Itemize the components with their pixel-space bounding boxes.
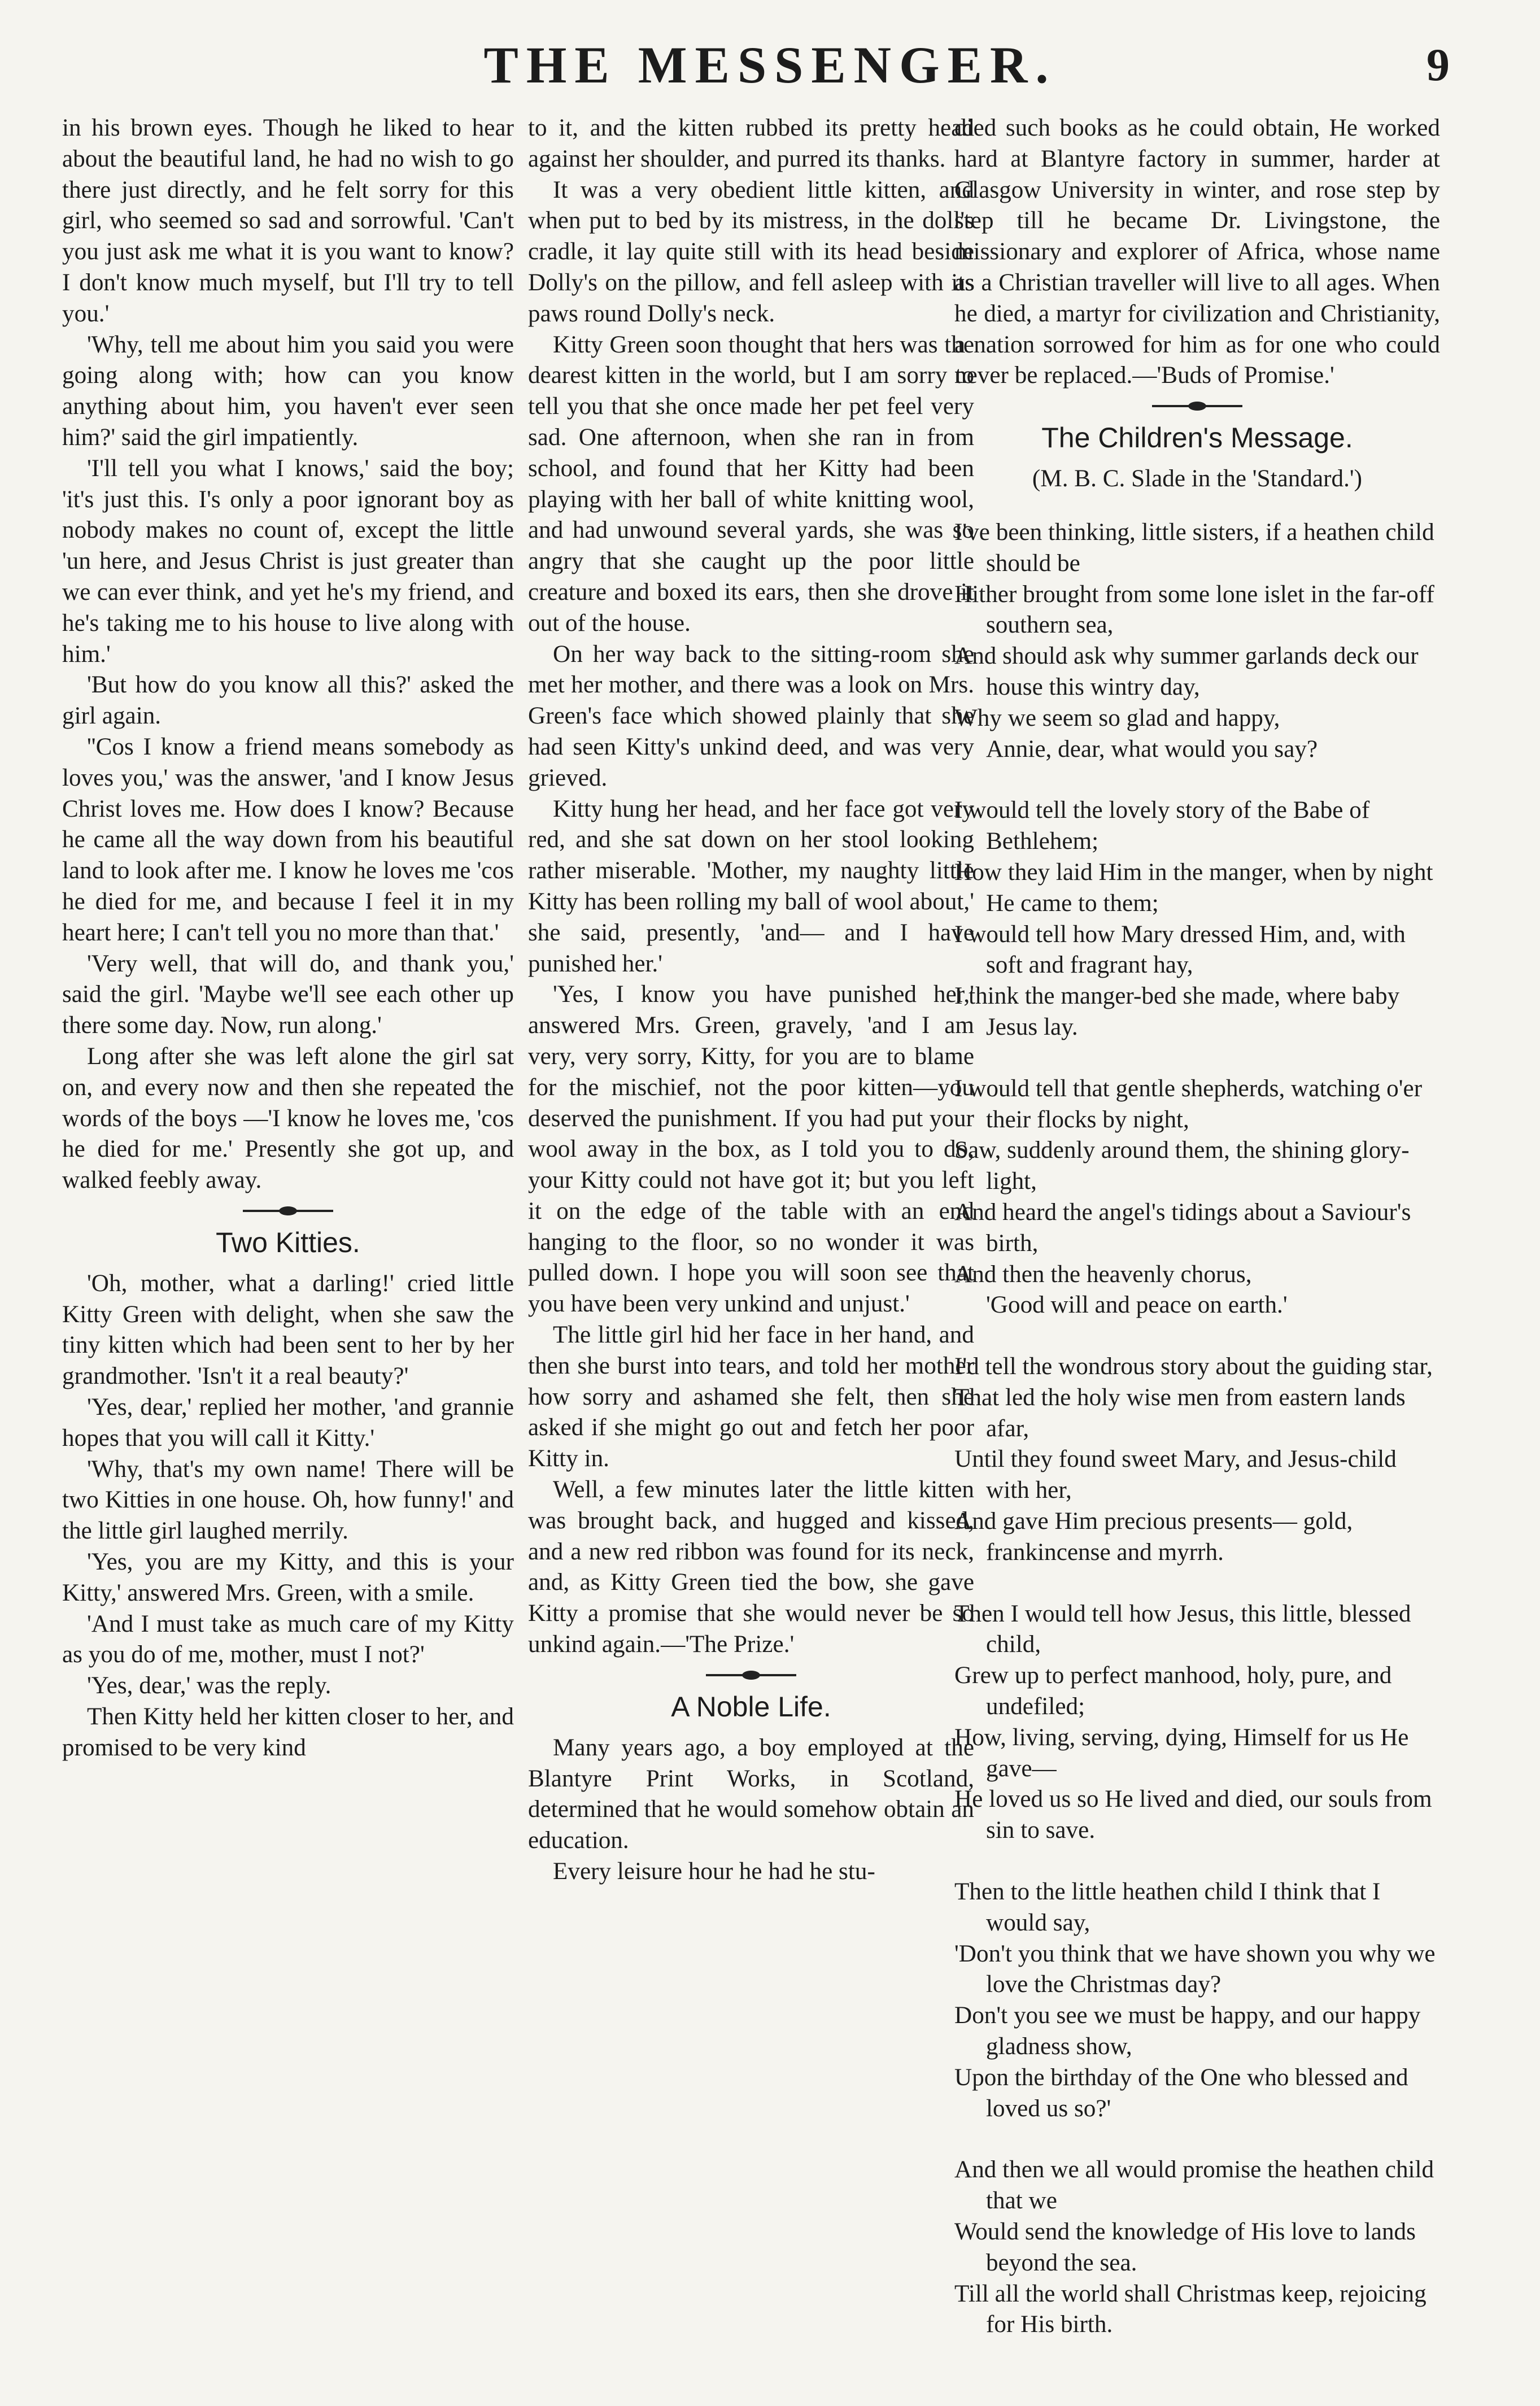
poem-line: That led the holy wise men from eastern lands afar, [954,1384,1406,1442]
poem-line: And then the heavenly chorus, [954,1261,1252,1288]
poem-line: And should ask why summer garlands deck our house this wintry day, [954,643,1419,700]
poem-line: He loved us so He lived and died, our souls from sin to save. [954,1786,1432,1844]
poem-title: The Children's Message. [1041,422,1353,454]
poem-stanza [954,1352,1440,1568]
poem-line: Until they found sweet Mary, and Jesus-child with her, [954,1446,1397,1504]
article-title-two-kitties: Two Kitties. [216,1226,360,1258]
poem-line: I would tell the lovely story of the Babe of Bethlehem; [954,797,1370,855]
poem-line: Till all the world shall Christmas keep, rejoicing for His birth. [954,2280,1426,2338]
article-paragraph: 'And I must take as much care of my Kitty as you do of me, mother, must I not?' [62,1610,514,1668]
article-paragraph: 'Oh, mother, what a darling!' cried little Kitty Green with delight, when she saw the tiny kitten which had been sent to her by her grandmother. 'Isn't it a real beauty?' [62,1270,514,1390]
article-paragraph: The little girl hid her face in her hand, and then she burst into tears, and told her mother how sorry and ashamed she felt, then she asked if she might go out and fetch her poor Kitty in. [528,1322,974,1472]
article-paragraph: Well, a few minutes later the little kitten was brought back, and hugged and kissed, and a new red ribbon was found for its neck, and, as Kitty Green tied the bow, she gave Kitty a promise that she would never be so unkind again.—'The Prize.' [528,1476,974,1658]
poem-line: 'Good will and peace on earth.' [986,1292,1288,1319]
poem-byline: (M. B. C. Slade in the 'Standard.') [1032,465,1363,492]
poem-line: I'd tell the wondrous story about the guiding star, [954,1353,1433,1380]
poem-line: Then to the little heathen child I think that I would say, [954,1878,1381,1936]
poem-line: Grew up to perfect manhood, holy, pure, and undefiled; [954,1662,1392,1720]
poem-line: Don't you see we must be happy, and our happy gladness show, [954,2002,1421,2060]
section-divider [1152,405,1242,407]
poem-line: 'Don't you think that we have shown you why we love the Christmas day? [954,1940,1436,1998]
poem-line: I think the manger-bed she made, where baby Jesus lay. [954,983,1400,1040]
poem-stanza [954,517,1440,765]
story-paragraph: in his brown eyes. Though he liked to hear about the beautiful land, he had no wish to go there just directly, and he felt sorry for this girl, who seemed so sad and sorrowful. 'Can't you just ask me what it is you want to know? I don't know much myself, but I'll try to tell you.' [62,115,514,327]
poem-line: I would tell that gentle shepherds, watching o'er their flocks by night, [954,1075,1423,1133]
article-paragraph: 'Yes, I know you have punished her,' answered Mrs. Green, gravely, 'and I am very, very sorry, Kitty, for you are to blame for the mischief, not the poor kitten—you deserved the punishment. If you had put your wool away in the box, as I told you to do, your Kitty could not have got it; but you left it on the edge of the table with an end hanging to the floor, so no wonder it was pulled down. I hope you will soon see that you have been very unkind and unjust.' [528,981,974,1318]
poem-line: Hither brought from some lone islet in the far-off southern sea, [954,581,1434,639]
article-paragraph: 'Why, that's my own name! There will be two Kitties in one house. Oh, how funny!' and the little girl laughed merrily. [62,1455,514,1545]
article-paragraph: It was a very obedient little kitten, and when put to bed by its mistress, in the doll's cradle, it lay quite still with its head beside Dolly's on the pillow, and fell asleep with its paws round Dolly's neck. [528,176,974,327]
article-paragraph: On her way back to the sitting-room she met her mother, and there was a look on Mrs. Green's face which showed plainly that she had seen Kitty's unkind deed, and was very grieved. [528,640,974,791]
poem-line: Would send the knowledge of His love to lands beyond the sea. [954,2218,1416,2276]
story-paragraph: 'Why, tell me about him you said you were going along with; how can you know anything about him, you haven't ever seen him?' said the girl impatiently. [62,331,514,451]
article-paragraph: 'Yes, dear,' replied her mother, 'and grannie hopes that you will call it Kitty.' [62,1394,514,1452]
article-paragraph: Kitty hung her head, and her face got very red, and she sat down on her stool looking rather miserable. 'Mother, my naughty little Kitty has been rolling my ball of wool about,' she said, presently, 'and— and I have punished her.' [528,795,974,977]
poem-line: I've been thinking, little sisters, if a heathen child should be [954,518,1434,577]
article-paragraph: Kitty Green soon thought that hers was the dearest kitten in the world, but I am sorry to tell you that she once made her pet feel very sad. One afternoon, when she ran in from school, and found that her Kitty had been playing with her ball of white knitting wool, and had unwound several yards, she was so angry that she caught up the poor little creature and boxed its ears, then she drove it out of the house. [528,331,974,637]
page-number: 9 [1426,39,1450,90]
poem-line: How they laid Him in the manger, when by night He came to them; [954,858,1433,917]
column-3 [954,113,1440,2371]
article-paragraph: died such books as he could obtain, He worked hard at Blantyre factory in summer, harder at Glasgow University in winter, and rose step by step till he became Dr. Livingstone, the missionary and explorer of Africa, whose name as a Christian traveller will live to all ages. When he died, a martyr for civilization and Christianity, a nation sorrowed for him as for one who could never be replaced.—'Buds of Promise.' [954,115,1440,389]
section-divider [706,1674,796,1676]
story-paragraph: 'I'll tell you what I knows,' said the boy; 'it's just this. I's only a poor ignorant boy as nobody makes no count of, except the little 'un here, and Jesus Christ is just greater than we can ever think, and yet he's my friend, and he's taking me to his house to live along with him.' [62,455,514,668]
article-paragraph: 'Yes, you are my Kitty, and this is your Kitty,' answered Mrs. Green, with a smile. [62,1549,514,1606]
poem-line: And gave Him precious presents— gold, frankincense and myrrh. [954,1508,1353,1566]
poem-line: I would tell how Mary dressed Him, and, with soft and fragrant hay, [954,921,1406,979]
poem-stanza [954,1877,1440,2124]
column-2 [528,113,974,1888]
story-paragraph: 'Very well, that will do, and thank you,' said the girl. 'Maybe we'll see each other up there some day. Now, run along.' [62,950,514,1039]
poem-line: How, living, serving, dying, Himself for us He gave— [954,1724,1409,1782]
story-paragraph: Long after she was left alone the girl sat on, and every now and then she repeated the words of the boys —'I know he loves me, 'cos he died for me.' Presently she got up, and walked feebly away. [62,1043,514,1194]
masthead [0,31,1540,99]
publication-title: THE MESSENGER. [483,36,1057,94]
poem-stanza [954,1074,1440,1321]
poem-stanza [954,1599,1440,1846]
poem-line: Why we seem so glad and happy, [954,704,1280,731]
section-divider [243,1210,333,1212]
poem-line: Annie, dear, what would you say? [986,735,1318,762]
article-paragraph: Then Kitty held her kitten closer to her, and promised to be very kind [62,1703,514,1761]
poem-line: Saw, suddenly around them, the shining glory-light, [954,1137,1410,1195]
article-paragraph: Many years ago, a boy employed at the Blantyre Print Works, in Scotland, determined that he would somehow obtain an education. [528,1734,974,1854]
article-paragraph: to it, and the kitten rubbed its pretty head against her shoulder, and purred its thanks. [528,115,974,172]
poem-stanza [954,2155,1440,2340]
poem-line: Then I would tell how Jesus, this little, blessed child, [954,1600,1411,1658]
poem-line: Upon the birthday of the One who blessed and loved us so?' [954,2064,1408,2122]
story-paragraph: 'But how do you know all this?' asked the girl again. [62,672,514,730]
article-title-noble-life: A Noble Life. [671,1690,831,1723]
story-paragraph: ''Cos I know a friend means somebody as loves you,' was the answer, 'and I know Jesus Christ loves me. How does I know? Because he came all the way down from his beautiful land to look after me. I know he loves me 'cos he died for me, and because I feel it in my heart here; I can't tell you no more than that.' [62,733,514,946]
poem-stanza [954,795,1440,1043]
article-paragraph: 'Yes, dear,' was the reply. [87,1672,331,1699]
poem-line: And then we all would promise the heathen child that we [954,2156,1434,2215]
poem-line: And heard the angel's tidings about a Saviour's birth, [954,1198,1411,1257]
column-1 [62,113,514,1764]
article-paragraph: Every leisure hour he had he stu- [553,1858,875,1885]
